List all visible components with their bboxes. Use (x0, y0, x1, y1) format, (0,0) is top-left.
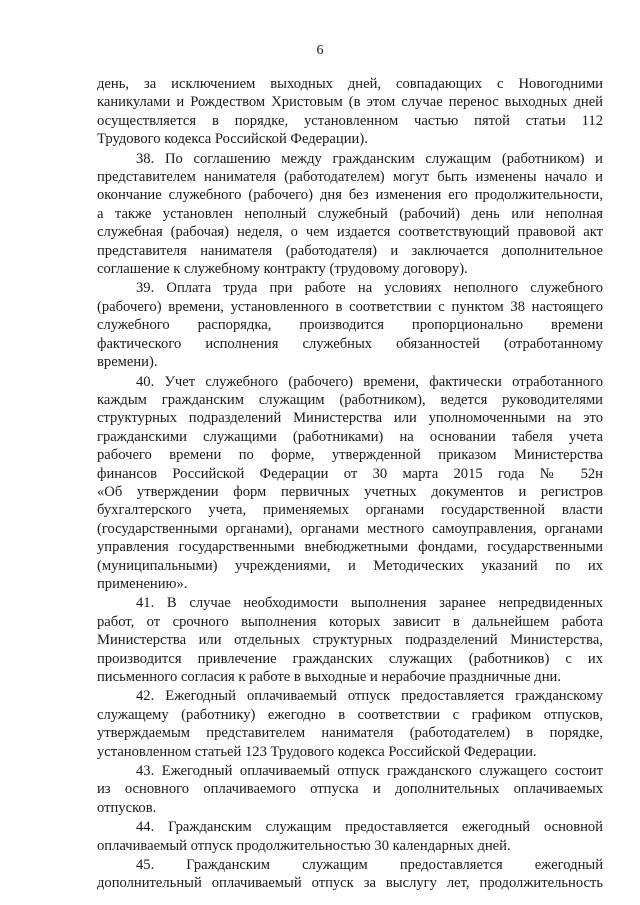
paragraph (97, 594, 603, 686)
text-line: структурных подразделений Министерства или уполномоченными на это (97, 410, 603, 427)
text-line: служебная (рабочая) неделя, о чем издается соответствующий правовой акт (97, 224, 603, 241)
text-line: служащему (работнику) ежегодно в соответствии с графиком отпусков, (97, 706, 603, 723)
text-line: «Об утверждении форм первичных учетных документов и регистров (97, 483, 603, 500)
text-line: каникулами и Рождеством Христовым (в этом случае перенос выходных дней (97, 94, 603, 111)
text-line: дополнительный оплачиваемый отпуск за выслугу лет, продолжительность (97, 875, 603, 892)
text-line: 44. Гражданским служащим предоставляется ежегодный основной (136, 819, 603, 836)
text-line: 40. Учет служебного (рабочего) времени, фактически отработанного (136, 373, 603, 390)
text-line: из основного оплачиваемого отпуска и дополнительных оплачиваемых (97, 781, 603, 798)
text-line: (муниципальными) учреждениями, и Методических указаний по их (97, 557, 603, 574)
text-line: оплачиваемый отпуск продолжительностью 30 календарных дней. (97, 837, 511, 854)
text-line: отпусков. (97, 799, 157, 816)
text-line: 39. Оплата труда при работе на условиях неполного служебного (136, 280, 603, 297)
text-line: представителя нанимателя (работодателя) и заключается дополнительное (97, 242, 603, 259)
text-line: гражданскими служащими (работниками) на основании табеля учета (97, 428, 603, 445)
paragraph (97, 75, 603, 149)
paragraph (97, 373, 603, 594)
text-line: Трудового кодекса Российской Федерации). (97, 131, 368, 148)
text-line: день, за исключением выходных дней, совпадающих с Новогодними (97, 76, 603, 92)
text-line: представителем нанимателя (работодателем) могут быть изменены начало и (97, 169, 603, 186)
text-line: соглашение к служебному контракту (трудовому договору). (97, 261, 468, 278)
text-line: письменного согласия к работе в выходные и нерабочие праздничные дни. (97, 669, 561, 685)
text-line: 38. По соглашению между гражданским служащим (работником) и (136, 150, 603, 167)
text-line: (рабочего) времени, установленного в соответствии с пунктом 38 настоящего (97, 298, 603, 315)
paragraph (97, 279, 603, 371)
text-line: 43. Ежегодный оплачиваемый отпуск гражданского служащего состоит (136, 763, 603, 780)
text-line: времени). (97, 354, 158, 371)
text-line: управления государственными внебюджетными фондами, государственными (97, 539, 603, 556)
text-line: бухгалтерского учета, применяемых органами государственной власти (97, 502, 603, 519)
text-line: 45. Гражданским служащим предоставляется ежегодный (136, 857, 603, 874)
text-line: производится привлечение гражданских служащих (работников) с их (97, 650, 603, 667)
text-line: служебного распорядка, производится пропорционально времени (97, 317, 603, 334)
paragraph (97, 150, 603, 279)
text-line: (государственными органами), органами местного самоуправления, органами (97, 520, 603, 537)
paragraph (97, 762, 603, 817)
text-line: работ, от срочного выполнения которых зависит в дальнейшем работа (97, 613, 603, 630)
text-line: Министерства или отдельных структурных подразделений Министерства, (97, 632, 603, 649)
text-line: 42. Ежегодный оплачиваемый отпуск предоставляется гражданскому (136, 688, 603, 705)
text-line: окончание служебного (рабочего) дня без изменения его продолжительности, (97, 187, 603, 204)
text-line: установленном статьей 123 Трудового кодекса Российской Федерации. (97, 743, 537, 760)
text-line: финансов Российской Федерации от 30 марта 2015 года № 52н (97, 465, 603, 482)
text-line: фактического исполнения служебных обязанностей (отработанному (97, 335, 603, 352)
document-body (97, 75, 603, 894)
paragraph (97, 856, 603, 893)
text-line: а также установлен неполный служебный (рабочий) день или неполная (97, 205, 603, 222)
text-line: утверждаемым представителем нанимателя (работодателем) в порядке, (97, 725, 603, 742)
text-line: каждым гражданским служащим (работником), ведется руководителями (97, 391, 603, 408)
text-line: 41. В случае необходимости выполнения заранее непредвиденных (136, 595, 603, 612)
text-line: рабочего времени по форме, утвержденной приказом Министерства (97, 447, 603, 464)
text-line: осуществляется в порядке, установленном частью пятой статьи 112 (97, 112, 603, 129)
page-number: 6 (316, 43, 324, 58)
paragraph (97, 818, 603, 855)
paragraph (97, 687, 603, 761)
text-line: применению». (97, 575, 188, 592)
